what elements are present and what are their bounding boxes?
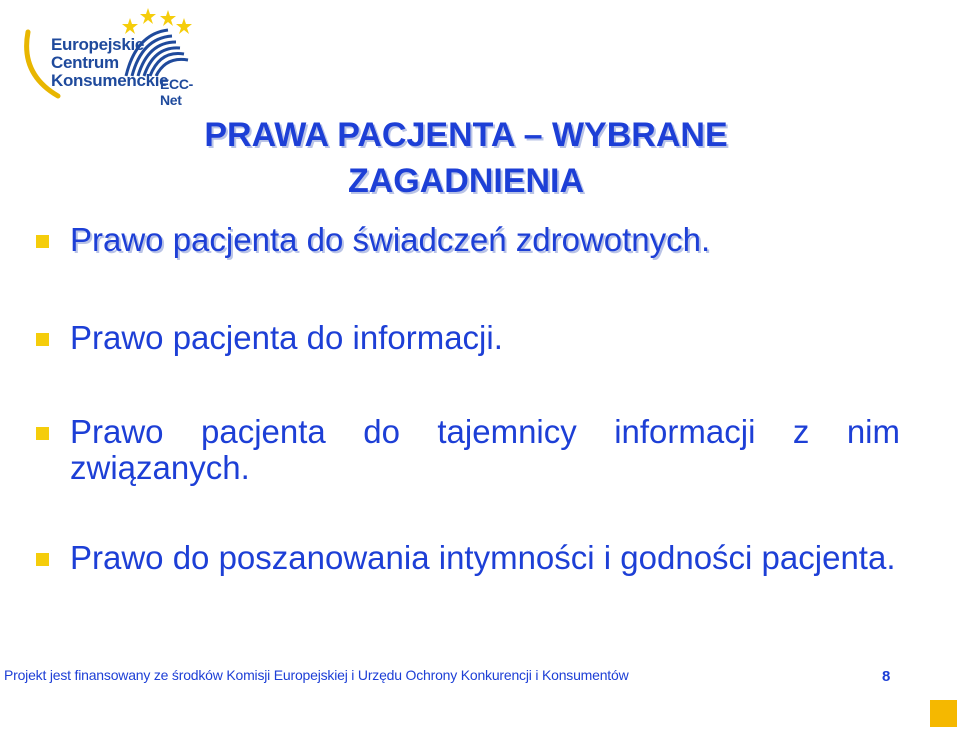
corner-square-decoration — [930, 700, 957, 727]
bullet-square-icon — [36, 333, 49, 346]
bullet-square-icon — [36, 235, 49, 248]
logo-line-2: Centrum — [51, 53, 119, 72]
footer-funding-note: Projekt jest finansowany ze środków Komisji Europejskiej i Urzędu Ochrony Konkurencji i Konsumentów — [4, 667, 629, 683]
bullet-text: Prawo pacjenta do informacji. — [70, 319, 503, 356]
logo-line-3: Konsumenckie — [51, 71, 169, 90]
logo-line-1: Europejskie — [51, 35, 145, 54]
slide-title-line-2: ZAGADNIENIA — [347, 162, 585, 200]
bullet-text: Prawo pacjenta do tajemnicy informacji z nim związanych. — [70, 413, 900, 486]
ecc-logo — [18, 4, 198, 108]
bullet-text: Prawo do poszanowania intymności i godności pacjenta. — [70, 539, 896, 576]
logo-network: ECC-Net — [160, 76, 194, 108]
bullet-square-icon — [36, 427, 49, 440]
slide-title-line-1: PRAWA PACJENTA – WYBRANE — [204, 116, 728, 154]
bullet-square-icon — [36, 553, 49, 566]
bullet-text: Prawo pacjenta do świadczeń zdrowotnych. — [70, 221, 711, 258]
page-number: 8 — [882, 668, 891, 685]
slide-title — [100, 112, 832, 204]
